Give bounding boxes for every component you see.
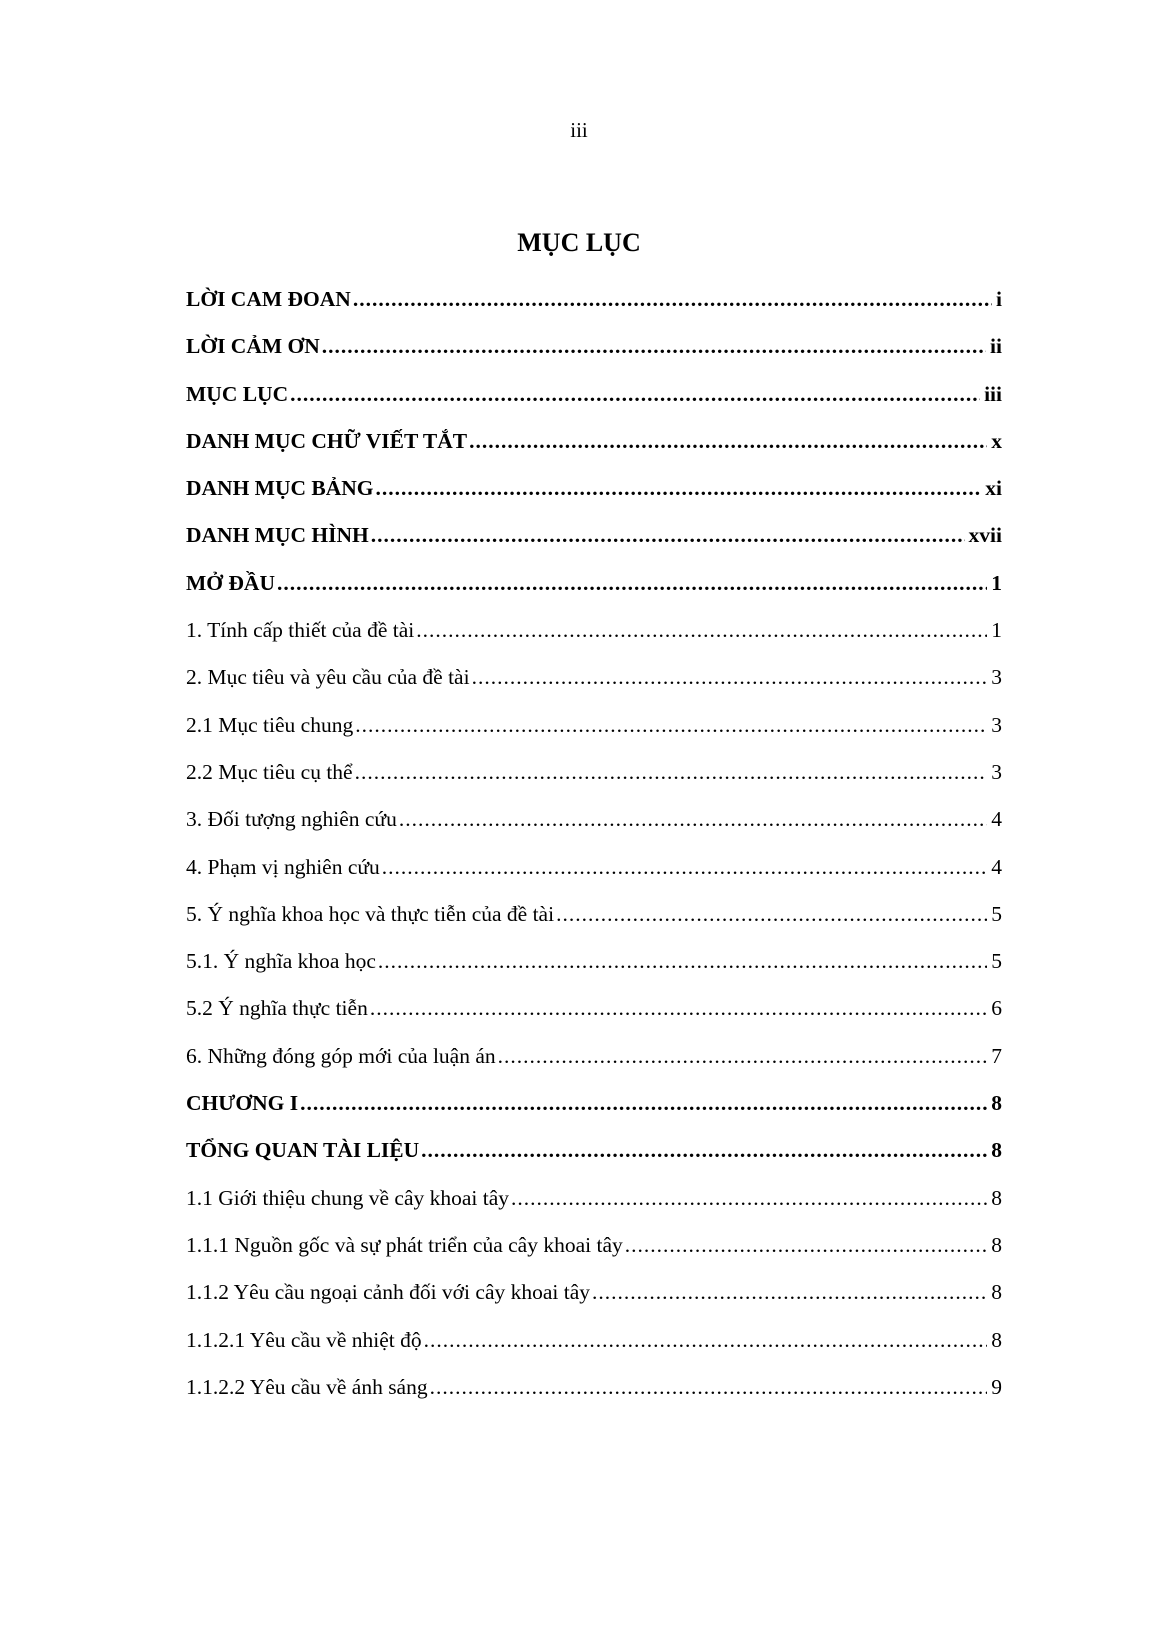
toc-entry-page: xi [985, 476, 1002, 501]
toc-entry-page: 3 [991, 759, 1002, 784]
toc-entry-label: TỔNG QUAN TÀI LIỆU [186, 1138, 420, 1163]
toc-entry-label: 6. Những đóng góp mới của luận án [186, 1043, 496, 1068]
toc-entry [186, 891, 1002, 938]
toc-entry-label: 5.1. Ý nghĩa khoa học [186, 949, 376, 974]
toc-entry [186, 1364, 1002, 1411]
toc-entry [186, 607, 1002, 654]
toc-entry [186, 654, 1002, 701]
dot-leader [378, 938, 987, 985]
toc-entry [186, 844, 1002, 891]
toc-entry-page: 8 [991, 1185, 1002, 1210]
toc-entry [186, 465, 1002, 512]
dot-leader [371, 512, 965, 559]
toc-entry [186, 1080, 1002, 1127]
dot-leader [277, 560, 987, 607]
toc-entry-label: DANH MỤC BẢNG [186, 476, 374, 501]
toc-entry-page: 1 [991, 618, 1002, 643]
toc-entry [186, 749, 1002, 796]
toc-entry-label: MỤC LỤC [186, 381, 289, 406]
toc-entry-label: MỞ ĐẦU [186, 570, 275, 595]
dot-leader [355, 702, 987, 749]
toc-entry [186, 1317, 1002, 1364]
toc-entry [186, 1222, 1002, 1269]
dot-leader [399, 796, 987, 843]
toc-entry [186, 418, 1002, 465]
toc-entry [186, 1127, 1002, 1174]
dot-leader [355, 749, 988, 796]
dot-leader [556, 891, 987, 938]
toc-entry-label: 1.1.2 Yêu cầu ngoại cảnh đối với cây khoai tây [186, 1280, 591, 1305]
toc-entry-label: 1.1.1 Nguồn gốc và sự phát triển của cây khoai tây [186, 1232, 623, 1257]
toc-entry-label: 1.1 Giới thiệu chung về cây khoai tây [186, 1185, 510, 1210]
toc-entry-page: 3 [991, 665, 1002, 690]
toc-entry-label: DANH MỤC HÌNH [186, 523, 369, 548]
toc-entry-page: 8 [991, 1091, 1002, 1116]
toc-entry-page: 1 [991, 570, 1002, 595]
toc-entry-label: 3. Đối tượng nghiên cứu [186, 807, 397, 832]
toc-entry [186, 702, 1002, 749]
toc-entry-label: 5. Ý nghĩa khoa học và thực tiễn của đề tài [186, 901, 555, 926]
toc-entry-page: 8 [991, 1232, 1002, 1257]
dot-leader [300, 1080, 987, 1127]
toc-entry-page: ii [990, 334, 1002, 359]
toc-entry-page: 3 [991, 712, 1002, 737]
toc-entry [186, 938, 1002, 985]
toc-entry-label: 2.2 Mục tiêu cụ thể [186, 759, 353, 784]
dot-leader [625, 1222, 987, 1269]
dot-leader [498, 1033, 988, 1080]
toc-entry [186, 985, 1002, 1032]
dot-leader [511, 1175, 987, 1222]
toc-entry-page: 8 [991, 1138, 1002, 1163]
toc-entry-label: DANH MỤC CHỮ VIẾT TẮT [186, 428, 468, 453]
toc-entry [186, 512, 1002, 559]
dot-leader [376, 465, 982, 512]
toc-entry [186, 1175, 1002, 1222]
toc-entry [186, 1033, 1002, 1080]
toc-entry-label: 1.1.2.1 Yêu cầu về nhiệt độ [186, 1327, 422, 1352]
toc-entry-label: 2. Mục tiêu và yêu cầu của đề tài [186, 665, 470, 690]
toc-entry-label: 2.1 Mục tiêu chung [186, 712, 354, 737]
dot-leader [430, 1364, 988, 1411]
dot-leader [424, 1317, 988, 1364]
toc-entry-label: 1.1.2.2 Yêu cầu về ánh sáng [186, 1374, 428, 1399]
toc-entry-page: 9 [991, 1374, 1002, 1399]
toc-entry [186, 796, 1002, 843]
toc-entry-page: 7 [991, 1043, 1002, 1068]
toc-entry-label: 1. Tính cấp thiết của đề tài [186, 618, 415, 643]
toc-entry-page: iii [984, 381, 1002, 406]
toc-entry-page: 4 [991, 807, 1002, 832]
table-of-contents [186, 276, 1002, 1411]
toc-entry-page: 4 [991, 854, 1002, 879]
toc-entry-page: 5 [991, 901, 1002, 926]
toc-entry [186, 1269, 1002, 1316]
toc-entry-label: LỜI CẢM ƠN [186, 334, 320, 359]
toc-entry-page: 8 [991, 1327, 1002, 1352]
dot-leader [421, 1127, 987, 1174]
page-title: MỤC LỤC [517, 228, 641, 257]
page-number: iii [570, 118, 588, 142]
toc-entry-page: 6 [991, 996, 1002, 1021]
dot-leader [353, 276, 992, 323]
dot-leader [290, 371, 980, 418]
toc-entry-page: x [991, 428, 1002, 453]
dot-leader [382, 844, 987, 891]
toc-entry-page: 8 [991, 1280, 1002, 1305]
dot-leader [416, 607, 987, 654]
toc-entry [186, 276, 1002, 323]
toc-entry [186, 560, 1002, 607]
toc-entry-label: LỜI CAM ĐOAN [186, 287, 351, 311]
dot-leader [592, 1269, 987, 1316]
toc-entry [186, 371, 1002, 418]
toc-entry-label: 4. Phạm vị nghiên cứu [186, 854, 380, 879]
toc-entry-page: 5 [991, 949, 1002, 974]
dot-leader [370, 985, 987, 1032]
toc-entry-label: CHƯƠNG I [186, 1091, 299, 1116]
dot-leader [469, 418, 987, 465]
toc-entry [186, 323, 1002, 370]
toc-entry-page: xvii [968, 523, 1002, 548]
dot-leader [472, 654, 988, 701]
toc-entry-page: i [996, 287, 1002, 311]
toc-entry-label: 5.2 Ý nghĩa thực tiễn [186, 996, 368, 1021]
dot-leader [322, 323, 986, 370]
